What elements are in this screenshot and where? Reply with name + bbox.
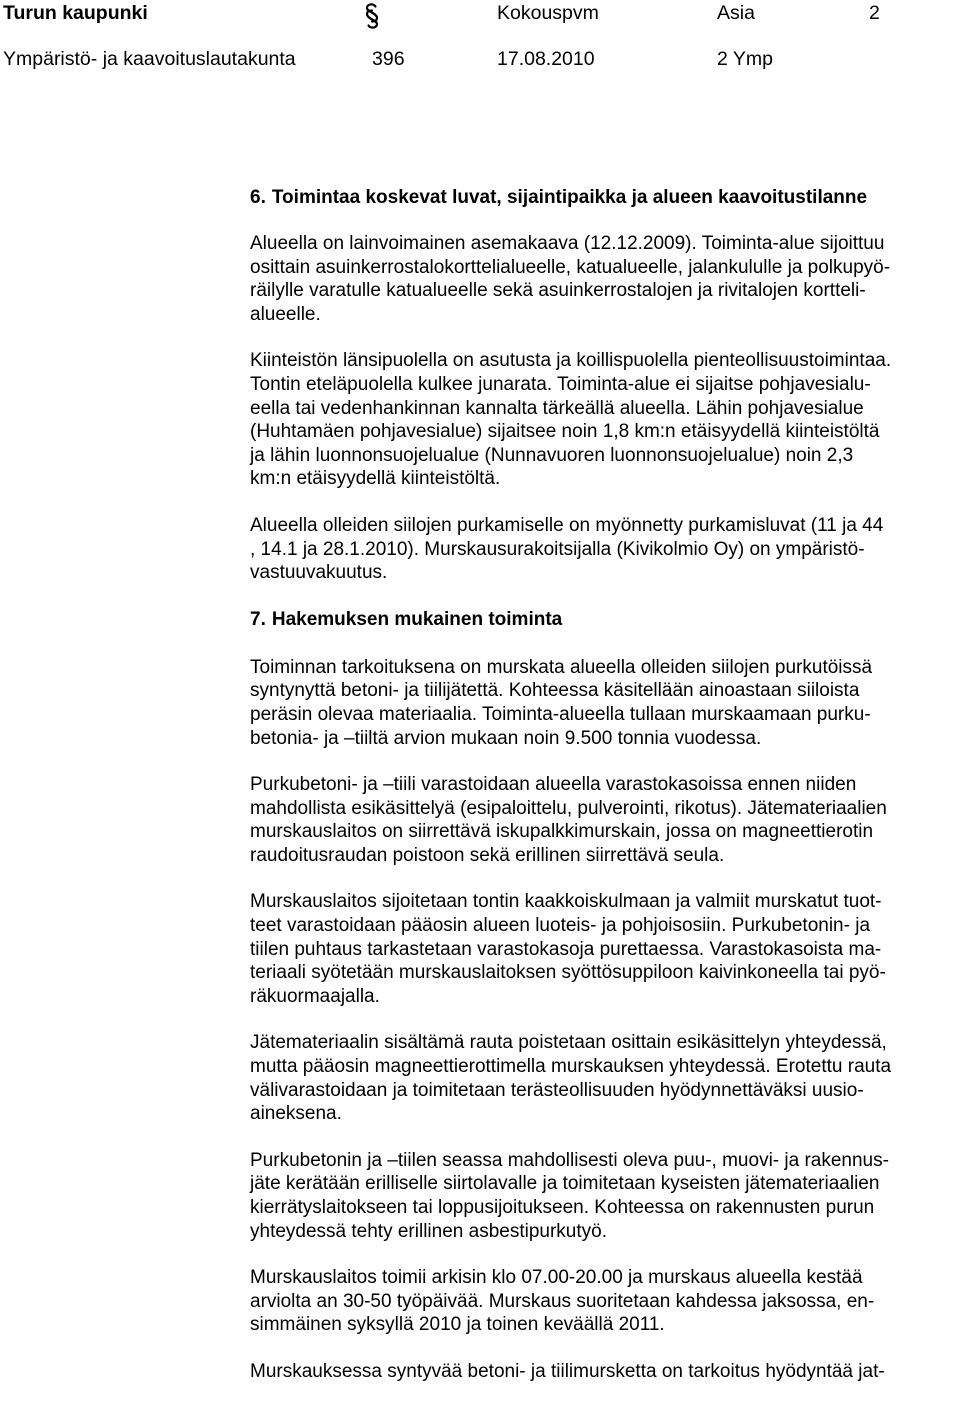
paragraph: Jätemateriaalin sisältämä rauta poistetaan osittain esikäsittelyn yhteydessä, mutta pääosin magneettierottimella murskauksen yhteydessä. Erotettu rauta välivarastoidaan ja toimitetaan terästeollisuuden hyödynnettäväksi uusio- aineksena. (250, 1032, 892, 1125)
paragraph: Kiinteistön länsipuolella on asutusta ja koillispuolella pienteollisuustoimintaa. Tontin eteläpuolella kulkee junarata. Toiminta-alue ei sijaitse pohjavesialu- eella tai vedenhankinnan kannalta tärkeällä alueella. Lähin pohjavesialue (Huhtamäen pohjavesialue) sijaitsee noin 1,8 km:n etäisyydellä kiinteistöltä ja lähin luonnonsuojelualue (Nunnavuoren luonnonsuojelualue) noin 2,3 km:n etäisyydellä kiinteistöltä. (250, 350, 892, 490)
header-item-ref: 2 Ymp (717, 48, 774, 70)
header-date: 17.08.2010 (497, 48, 595, 70)
header-board: Ympäristö- ja kaavoituslautakunta (3, 48, 296, 70)
header-record-number: 396 (372, 48, 405, 70)
section-heading: 6. Toimintaa koskevat luvat, sijaintipaikka ja alueen kaavoitustilanne (250, 187, 868, 208)
paragraph: Purkubetonin ja –tiilen seassa mahdollisesti oleva puu-, muovi- ja rakennus- jäte kerätään erilliselle siirtolavalle ja toimitetaan kyseisten jätemateriaalien kierrätyslaitokseen tai loppusijoitukseen. Kohteessa on rakennusten purun yhteydessä tehty erillinen asbestipurkutyö. (250, 1149, 889, 1242)
paragraph: Alueella olleiden siilojen purkamiselle on myönnetty purkamisluvat (11 ja 44 , 14.1 ja 28.1.2010). Murskausurakoitsijalla (Kivikolmio Oy) on ympäristö- vastuuvakuutus. (250, 514, 884, 584)
paragraph: Murskauslaitos toimii arkisin klo 07.00-20.00 ja murskaus alueella kestää arviolta an 30-50 työpäivää. Murskaus suoritetaan kahdessa jaksossa, en- simmäinen syksyllä 2010 ja toinen keväällä 2011. (250, 1267, 875, 1336)
paragraph: Toiminnan tarkoituksena on murskata alueella olleiden siilojen purkutöissä syntynyttä betoni- ja tiilijätettä. Kohteessa käsitellään ainoastaan siiloista peräsin olevaa materiaalia. Toiminta-alueella tullaan murskaamaan purku- betonia- ja –tiiltä arvion mukaan noin 9.500 tonnia vuodessa. (250, 656, 873, 749)
header-item-label: Asia (717, 2, 755, 24)
section-heading: 7. Hakemuksen mukainen toiminta (250, 608, 563, 630)
paragraph: Murskauslaitos sijoitetaan tontin kaakkoiskulmaan ja valmiit murskatut tuot- teet varastoidaan pääosin alueen luoteis- ja pohjoisosiin. Purkubetonin- ja tiilen puhtaus tarkastetaan varastokasoja purettaessa. Varastokasoista ma- teriaali syötetään murskauslaitoksen syöttösuppiloon kaivinkoneella tai pyö- räkuormaajalla. (250, 891, 886, 1007)
header-city: Turun kaupunki (3, 2, 148, 24)
header-meeting-date-label: Kokouspvm (497, 2, 599, 24)
paragraph: Alueella on lainvoimainen asemakaava (12.12.2009). Toiminta-alue sijoittuu osittain asuinkerrostalokorttelialueelle, katualueelle, jalankululle ja polkupyö- räilylle varatulle katualueelle sekä asuinkerrostalojen ja rivitalojen kortteli- alueelle. (250, 233, 891, 325)
header-page-number: 2 (869, 2, 880, 24)
document-body (250, 186, 950, 1384)
paragraph: Purkubetoni- ja –tiili varastoidaan alueella varastokasoissa ennen niiden mahdollista esikäsittelyä (esipaloittelu, pulverointi, rikotus). Jätemateriaalien murskauslaitos on siirrettävä iskupalkkimurskain, jossa on magneettierotin raudoitusraudan poistoon sekä erillinen siirrettävä seula. (250, 774, 887, 866)
section-sign-icon (360, 2, 384, 30)
paragraph: Murskauksessa syntyvää betoni- ja tiilimursketta on tarkoitus hyödyntää jat- (250, 1360, 885, 1382)
